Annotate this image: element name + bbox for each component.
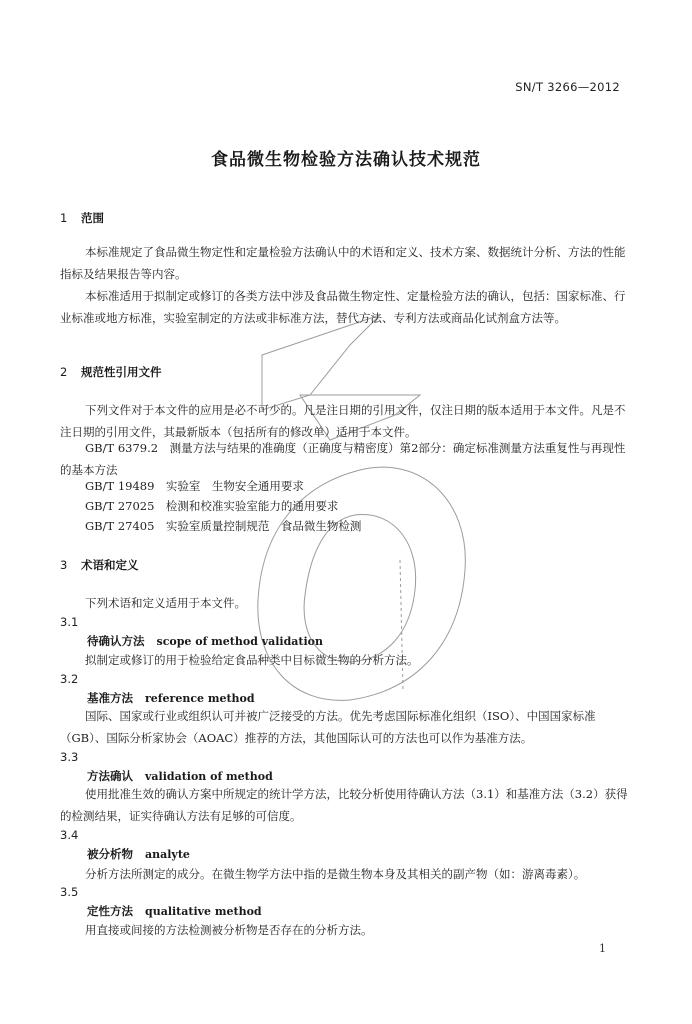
section-heading-scope xyxy=(60,210,104,226)
reference-item: GB/T 27025 检测和校准实验室能力的通用要求 xyxy=(85,499,339,513)
paragraph: 下列文件对于本文件的应用是必不可少的。凡是注日期的引用文件，仅注日期的版本适用于本文件。凡是不注日期的引用文件，其最新版本（包括所有的修改单）适用于本文件。 xyxy=(60,403,626,439)
paragraph: 本标准适用于拟制定或修订的各类方法中涉及食品微生物定性、定量检验方法的确认，包括：国家标准、行业标准或地方标准，实验室制定的方法或非标准方法，替代方法、专利方法或商品化试剂盒方法等。 xyxy=(60,289,626,325)
term-en: validation of method xyxy=(145,770,273,783)
clause-number: 3.2 xyxy=(60,672,79,686)
section-title: 范围 xyxy=(81,211,104,225)
paragraph: 本标准规定了食品微生物定性和定量检验方法确认中的术语和定义、技术方案、数据统计分析、方法的性能指标及结果报告等内容。 xyxy=(60,245,626,281)
term-cn: 待确认方法 xyxy=(87,634,145,648)
clause-number: 3.5 xyxy=(60,885,79,899)
term-en: reference method xyxy=(145,692,255,705)
term-cn: 被分析物 xyxy=(87,847,133,861)
clause-number: 3.1 xyxy=(60,615,79,629)
standard-code: SN/T 3266—2012 xyxy=(515,80,620,94)
term-heading xyxy=(87,768,273,784)
reference-item: GB/T 19489 实验室 生物安全通用要求 xyxy=(85,479,304,493)
term-definition: 拟制定或修订的用于检验给定食品种类中目标微生物的分析方法。 xyxy=(85,653,419,667)
term-heading xyxy=(87,690,255,706)
term-cn: 基准方法 xyxy=(87,691,133,705)
section-number: 1 xyxy=(60,211,68,225)
clause-number: 3.4 xyxy=(60,828,79,842)
document-title: 食品微生物检验方法确认技术规范 xyxy=(211,150,481,170)
term-en: analyte xyxy=(145,848,190,861)
section-heading-terms xyxy=(60,557,139,573)
section-number: 3 xyxy=(60,558,68,572)
section-heading-normative-references xyxy=(60,364,162,380)
term-heading xyxy=(87,633,323,649)
term-cn: 定性方法 xyxy=(87,904,133,918)
reference-item: GB/T 27405 实验室质量控制规范 食品微生物检测 xyxy=(85,519,362,533)
section-number: 2 xyxy=(60,365,68,379)
term-definition: 用直接或间接的方法检测被分析物是否存在的分析方法。 xyxy=(85,923,373,937)
term-heading xyxy=(87,846,190,862)
term-definition: 使用批准生效的确认方案中所规定的统计学方法，比较分析使用待确认方法（3.1）和基准方法（3.2）获得的检测结果，证实待确认方法有足够的可信度。 xyxy=(60,787,628,823)
term-en: scope of method validation xyxy=(156,635,324,648)
term-definition: 分析方法所测定的成分。在微生物学方法中指的是微生物本身及其相关的副产物（如：游离毒素）。 xyxy=(85,867,586,881)
section-title: 规范性引用文件 xyxy=(81,365,162,379)
term-en: qualitative method xyxy=(145,905,262,918)
page-number: 1 xyxy=(599,942,606,955)
paragraph: 下列术语和定义适用于本文件。 xyxy=(85,596,246,610)
term-cn: 方法确认 xyxy=(87,769,133,783)
term-heading xyxy=(87,903,262,919)
term-definition: 国际、国家或行业或组织认可并被广泛接受的方法。优先考虑国际标准化组织（ISO）、中国国家标准（GB）、国际分析家协会（AOAC）推荐的方法，其他国际认可的方法也可以作为基准方法。 xyxy=(60,709,596,745)
section-title: 术语和定义 xyxy=(81,558,139,572)
watermark-stroke-upper xyxy=(262,315,380,410)
clause-number: 3.3 xyxy=(60,750,79,764)
reference-item: GB/T 6379.2 测量方法与结果的准确度（正确度与精密度）第2部分：确定标准测量方法重复性与再现性的基本方法 xyxy=(60,441,626,477)
watermark-stem xyxy=(400,560,403,690)
